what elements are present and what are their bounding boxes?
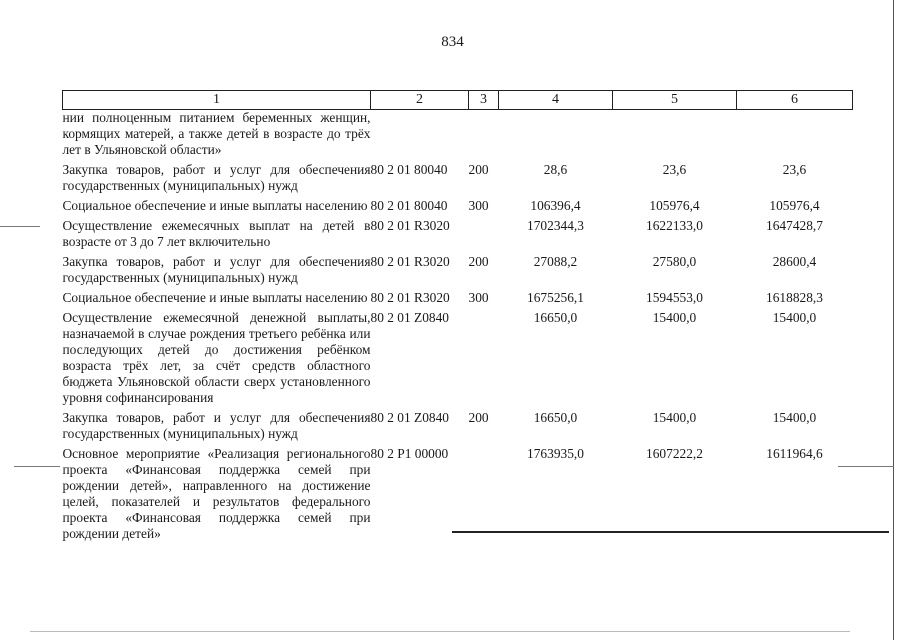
row-value-col6: 28600,4 [772,254,817,269]
row-value-col5: 105976,4 [649,198,700,213]
row-value-col5: 1594553,0 [646,290,703,305]
header-col-1: 1 [63,91,371,110]
row-name: Основное мероприятие «Реализация регионального проекта «Финансовая поддержка семей при рождении детей», направленного на достижение целей, показателей и результатов федерального проекта «Финансовая поддержка семей при рождении детей» [62,446,371,541]
scan-noise-line [0,226,40,227]
row-value-col6: 15400,0 [772,310,817,325]
row-name: Осуществление ежемесячных выплат на детей в возрасте от 3 до 7 лет включительно [62,218,371,249]
row-value-col6: 1611964,6 [766,446,823,461]
row-value-col6: 15400,0 [772,410,817,425]
row-name: Закупка товаров, работ и услуг для обеспечения государственных (муниципальных) нужд [62,254,371,285]
row-name: Социальное обеспечение и иные выплаты населению [62,290,368,305]
row-value-col5: 15400,0 [652,410,697,425]
row-code: 80 2 01 R3020 [370,254,450,269]
row-value-col4: 16650,0 [533,410,578,425]
page-number: 834 [441,34,464,50]
table-row [63,110,853,163]
row-expense-type: 200 [468,254,489,269]
row-value-col5: 15400,0 [652,310,697,325]
table-header-row [63,91,853,110]
row-code: 80 2 01 80040 [370,198,448,213]
header-col-4: 4 [499,91,613,110]
row-name: Закупка товаров, работ и услуг для обеспечения государственных (муниципальных) нужд [62,162,371,193]
row-value-col5: 23,6 [662,162,687,177]
table-row [63,310,853,410]
row-value-col5 [613,110,737,163]
table-row [63,254,853,290]
row-expense-type: 300 [468,290,489,305]
row-value-col6: 1618828,3 [766,290,823,305]
row-value-col5: 27580,0 [652,254,697,269]
table-row [63,290,853,310]
header-col-3: 3 [469,91,499,110]
table-row [63,410,853,446]
header-col-6: 6 [737,91,853,110]
row-expense-type [469,218,499,254]
row-expense-type: 200 [468,162,489,177]
budget-table [62,90,853,546]
row-value-col6: 23,6 [782,162,807,177]
row-value-col6: 1647428,7 [766,218,823,233]
row-code: 80 2 01 Z0840 [370,310,449,325]
row-value-col4: 1675256,1 [527,290,584,305]
row-value-col6 [737,110,853,163]
row-value-col4: 28,6 [543,162,568,177]
row-value-col5: 1622133,0 [646,218,703,233]
row-name: Социальное обеспечение и иные выплаты населению [62,198,368,213]
row-value-col4: 1702344,3 [527,218,584,233]
row-value-col4: 16650,0 [533,310,578,325]
table-row [63,162,853,198]
row-expense-type: 300 [468,198,489,213]
row-expense-type [469,310,499,410]
row-name: нии полноценным питанием беременных женщин, кормящих матерей, а также детей в возрасте до трёх лет в Ульяновской области» [62,110,371,157]
row-expense-type: 200 [468,410,489,425]
row-code: 80 2 01 Z0840 [370,410,449,425]
row-code: 80 2 01 80040 [370,162,448,177]
scan-noise-line [30,631,850,632]
section-divider-line [452,531,889,533]
row-name: Осуществление ежемесячной денежной выплаты, назначаемой в случае рождения третьего ребёнка или последующих детей до достижения ребёнком возраста трёх лет, за счёт средств областного бюджета Ульяновской области сверх установленного уровня софинансирования [62,310,371,405]
row-name: Закупка товаров, работ и услуг для обеспечения государственных (муниципальных) нужд [62,410,371,441]
row-expense-type [469,110,499,163]
row-value-col6: 105976,4 [769,198,820,213]
row-code: 80 2 01 R3020 [370,218,450,233]
row-value-col4: 1763935,0 [527,446,584,461]
table-row [63,218,853,254]
header-col-5: 5 [613,91,737,110]
scan-noise-line [14,466,60,467]
table-row [63,198,853,218]
row-value-col4 [499,110,613,163]
row-code [371,110,469,163]
row-value-col5: 1607222,2 [646,446,703,461]
row-value-col4: 106396,4 [530,198,581,213]
page-edge-line [893,0,894,640]
header-col-2: 2 [371,91,469,110]
row-value-col4: 27088,2 [533,254,578,269]
row-code: 80 2 P1 00000 [370,446,449,461]
row-code: 80 2 01 R3020 [370,290,450,305]
